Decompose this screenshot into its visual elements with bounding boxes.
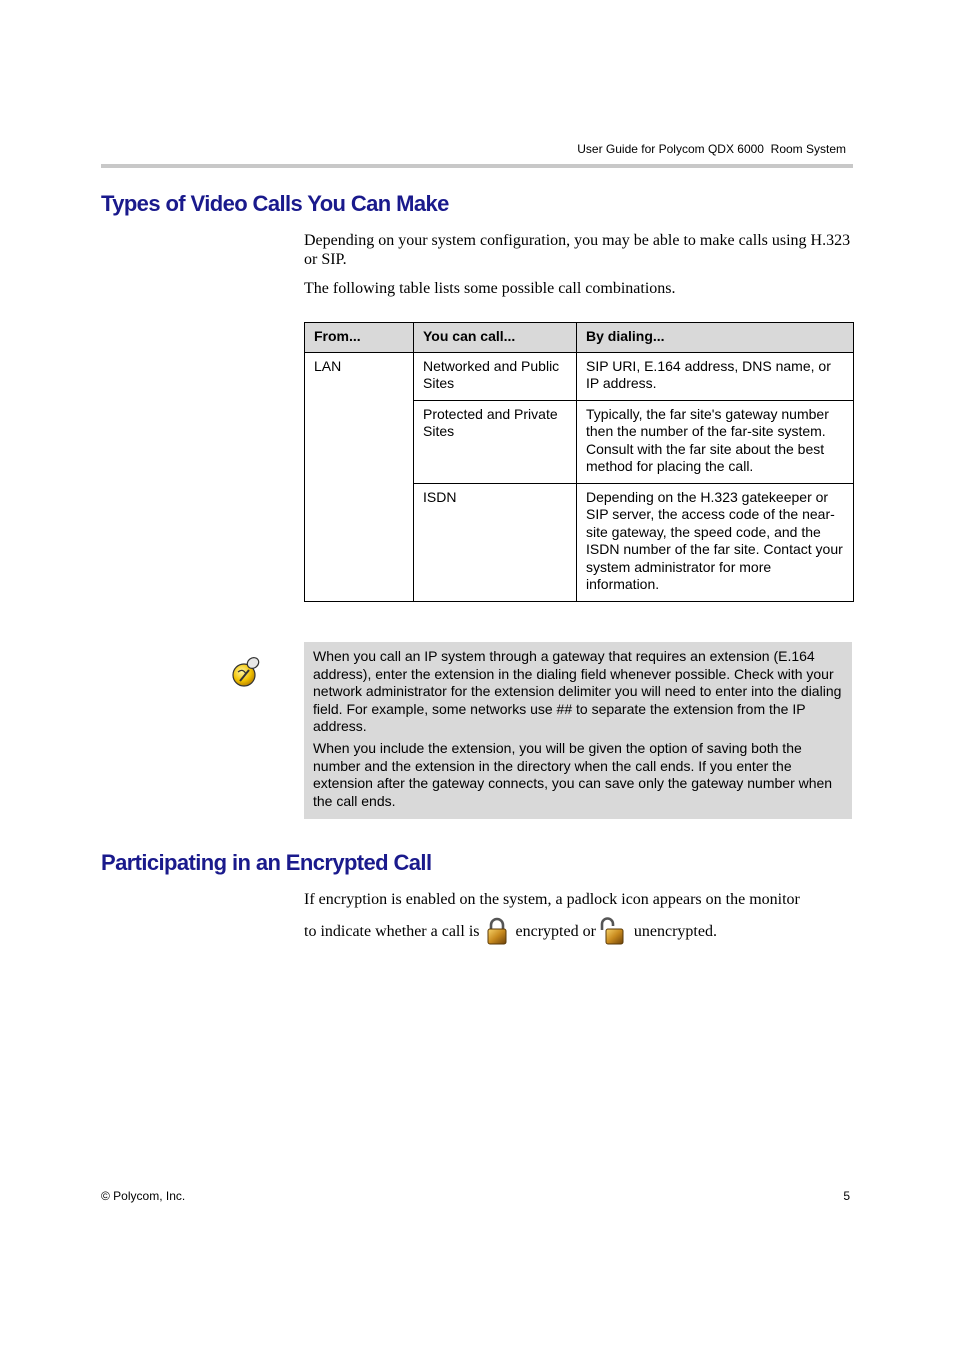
encryption-text: to indicate whether a call is [304,922,480,940]
call-combinations-table [304,322,854,602]
encryption-text: encrypted or [515,922,596,940]
footer-copyright: © Polycom, Inc. [101,1189,186,1203]
note-pushpin-icon [231,655,263,689]
table-cell: Depending on the H.323 gatekeeper or SIP server, the access code of the near-site gateway, the speed code, and the ISDN number of the far site. Contact your system administrator for more information. [577,483,854,601]
note-box [304,642,852,819]
note-paragraph: When you include the extension, you will be given the option of saving both the number and the extension in the directory when the call ends. If you enter the extension after the gateway connects, you can save only the gateway number when the call ends. [313,739,833,809]
table-cell-from: LAN [305,352,414,601]
table-cell: Protected and Private Sites [414,400,577,483]
section-heading-encrypted: Participating in an Encrypted Call [101,850,432,875]
table-cell: Typically, the far site's gateway number then the number of the far-site system. Consult with the far site about the best method for placing the call. [577,400,854,483]
table-header: By dialing... [577,323,854,353]
table-row [305,352,854,400]
intro-paragraph: Depending on your system configuration, you may be able to make calls using H.323 or SIP. [304,232,851,268]
section-heading-types: Types of Video Calls You Can Make [101,191,449,216]
encryption-text: unencrypted. [633,922,717,940]
padlock-open-icon [600,917,624,945]
padlock-closed-icon [485,917,509,945]
table-header-row [305,323,854,353]
page-number: 5 [843,1189,850,1203]
table-header: From... [305,323,414,353]
table-header: You can call... [414,323,577,353]
table-cell: ISDN [414,483,577,601]
note-paragraph: When you call an IP system through a gateway that requires an extension (E.164 address), enter the extension in the dialing field whenever possible. Check with your network administrator for the extension delimiter you will need to enter into the dialing field. For example, some networks use ## to separate the extension from the IP address. [313,648,842,735]
encryption-paragraph: If encryption is enabled on the system, a padlock icon appears on the monitor [304,891,800,908]
running-head: User Guide for Polycom QDX 6000 Room System [577,142,846,156]
table-cell: SIP URI, E.164 address, DNS name, or IP address. [577,352,854,400]
table-intro-paragraph: The following table lists some possible call combinations. [304,280,676,297]
header-rule [101,164,853,168]
encryption-paragraph-line2 [304,917,854,945]
table-cell: Networked and Public Sites [414,352,577,400]
